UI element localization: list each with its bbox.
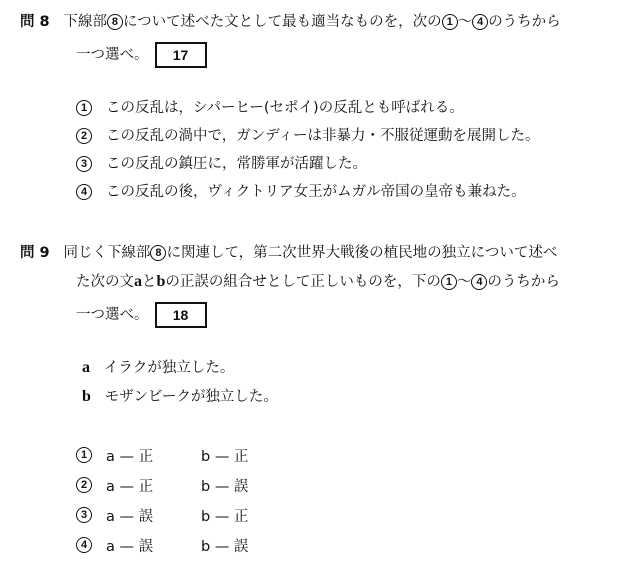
combo-a: a — 誤 xyxy=(106,539,154,555)
q9-ref-mark: 8 xyxy=(150,245,166,261)
q8-option-4[interactable] xyxy=(76,182,526,202)
q9-prompt-line2 xyxy=(76,272,560,292)
q8-text: 下線部 xyxy=(63,14,107,30)
combo-b: b — 誤 xyxy=(201,479,249,495)
q9-answer-box[interactable]: 18 xyxy=(155,302,207,328)
q8-prompt-line1 xyxy=(20,12,561,32)
q9-statement-b xyxy=(82,387,278,407)
q9-number: 問 9 xyxy=(20,245,50,261)
q9-range-sep: ～ xyxy=(456,274,472,290)
option-text: この反乱の鎮圧に，常勝軍が活躍した。 xyxy=(106,156,367,172)
q9-letter-b: b xyxy=(156,273,166,290)
combo-a: a — 正 xyxy=(106,449,154,465)
option-mark: 1 xyxy=(76,100,92,116)
statement-text: イラクが独立した。 xyxy=(103,360,235,376)
q9-text: に関連して，第二次世界大戦後の植民地の独立について述べ xyxy=(166,245,558,261)
q9-text: と xyxy=(142,274,157,290)
q8-option-3[interactable] xyxy=(76,154,367,174)
q9-range-end: 4 xyxy=(471,274,487,290)
q8-option-1[interactable] xyxy=(76,98,464,118)
q8-range-start: 1 xyxy=(442,14,458,30)
option-mark: 4 xyxy=(76,184,92,200)
option-text: この反乱は，シパーヒー(セポイ)の反乱とも呼ばれる。 xyxy=(106,100,464,116)
combo-a: a — 正 xyxy=(106,479,154,495)
q8-text: 一つ選べ。 xyxy=(76,47,149,63)
q8-range-end: 4 xyxy=(472,14,488,30)
statement-label: a xyxy=(82,359,90,376)
statement-label: b xyxy=(82,388,91,405)
option-mark: 2 xyxy=(76,477,92,493)
q9-text: のうちから xyxy=(487,274,560,290)
q8-range-sep: ～ xyxy=(457,14,473,30)
q9-range-start: 1 xyxy=(441,274,457,290)
combo-b: b — 正 xyxy=(201,449,249,465)
option-mark: 4 xyxy=(76,537,92,553)
q8-number: 問 8 xyxy=(20,14,50,30)
option-mark: 3 xyxy=(76,156,92,172)
q8-prompt-line2 xyxy=(76,42,207,68)
combo-a: a — 誤 xyxy=(106,509,154,525)
option-mark: 2 xyxy=(76,128,92,144)
combo-b: b — 正 xyxy=(201,509,249,525)
q9-text: 同じく下線部 xyxy=(63,245,151,261)
q8-answer-box[interactable]: 17 xyxy=(155,42,207,68)
q8-option-2[interactable] xyxy=(76,126,540,146)
q9-text: た次の文 xyxy=(76,274,134,290)
option-mark: 1 xyxy=(76,447,92,463)
option-mark: 3 xyxy=(76,507,92,523)
q8-text: について述べた文として最も適当なものを，次の xyxy=(122,14,442,30)
option-text: この反乱の後，ヴィクトリア女王がムガル帝国の皇帝も兼ねた。 xyxy=(106,184,526,200)
q9-prompt-line3 xyxy=(76,302,207,328)
q8-text: のうちから xyxy=(488,14,561,30)
q8-ref-mark: 8 xyxy=(107,14,123,30)
q9-text: の正誤の組合せとして正しいものを，下の xyxy=(165,274,441,290)
q9-letter-a: a xyxy=(134,273,142,290)
q9-text: 一つ選べ。 xyxy=(76,307,149,323)
q9-prompt-line1 xyxy=(20,243,557,263)
option-text: この反乱の渦中で，ガンディーは非暴力・不服従運動を展開した。 xyxy=(106,128,540,144)
combo-b: b — 誤 xyxy=(201,539,249,555)
statement-text: モザンビークが独立した。 xyxy=(104,389,278,405)
q9-statement-a xyxy=(82,358,234,378)
